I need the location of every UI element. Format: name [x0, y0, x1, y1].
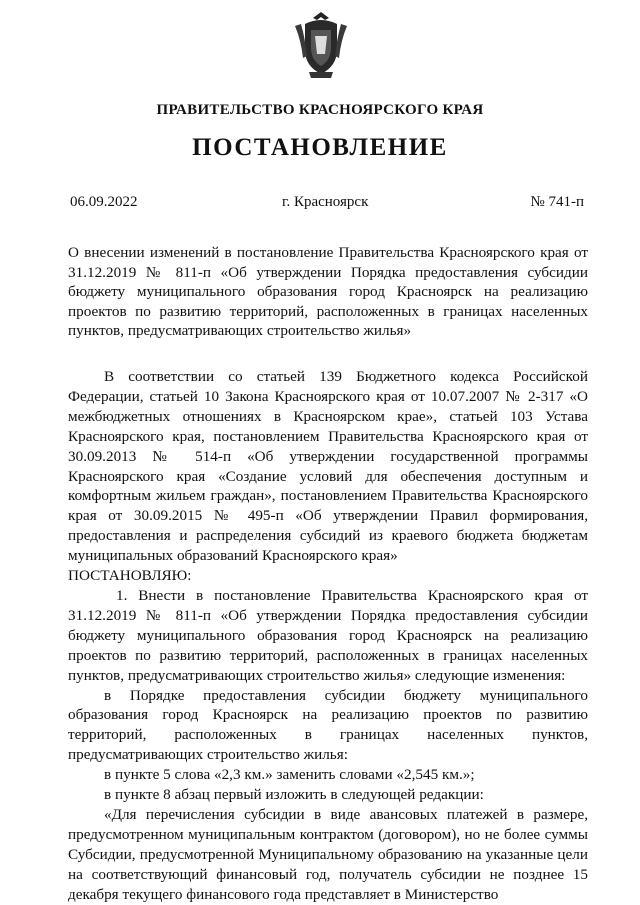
preamble-paragraph: В соответствии со статьей 139 Бюджетного кодекса Российской Федерации, статьей 10 Закона Красноярского края от 10.07.2007 № 2-317 «О межбюджетных отношениях в Красноярском крае», статьей 103 Устава Красноярского края, постановлением Правительства Красноярского края от 30.09.2013 № 514-п «Об утверждении государственной программы Красноярского края «Создание условий для обеспечения доступным и комфортным жильем граждан», постановлением Правительства Красноярского края от 30.09.2015 № 495-п «Об утверждении Правил формирования, предоставления и распределения субсидий из краевого бюджета бюджетам муниципальных образований Красноярского края» — [68, 368, 588, 565]
order-intro-paragraph: в Порядке предоставления субсидии бюджету муниципального образования город Красноярск на реализацию проектов по развитию территорий, расположенных в границах населенных пунктов, предусматривающих строительство жилья: — [68, 686, 588, 764]
document-date: 06.09.2022 — [70, 194, 138, 210]
document-city: г. Красноярск — [282, 194, 369, 210]
coat-of-arms-icon — [291, 10, 351, 80]
document-body — [68, 367, 588, 904]
point-8-paragraph: в пункте 8 абзац первый изложить в следующей редакции: — [104, 786, 484, 804]
document-title: О внесении изменений в постановление Правительства Красноярского края от 31.12.2019 № 811-п «Об утверждении Порядка предоставления субсидии бюджету муниципального образования город Красноярск на реализацию проектов по развитию территорий, расположенных в границах населенных пунктов, предусматривающих строительство жилья» — [68, 244, 588, 340]
quote-paragraph: «Для перечисления субсидии в виде авансовых платежей в размере, предусмотренном муниципальным контрактом (договором), но не более суммы Субсидии, предусмотренной Муниципальному образованию на указанные цели на соответствующий финансовый год, получатель субсидии не позднее 15 декабря текущего финансового года представляет в Министерство — [68, 805, 588, 903]
document-type: ПОСТАНОВЛЕНИЕ — [192, 134, 448, 161]
item-1-paragraph: 1. Внести в постановление Правительства Красноярского края от 31.12.2019 № 811-п «Об утверждении Порядка предоставления субсидии бюджету муниципального образования город Красноярск на реализацию проектов по развитию территорий, расположенных в границах населенных пунктов, предусматривающих строительство жилья» следующие изменения: — [68, 586, 588, 684]
point-5-paragraph: в пункте 5 слова «2,3 км.» заменить словами «2,545 км.»; — [104, 766, 475, 784]
document-number: № 741-п — [530, 194, 584, 210]
government-name: ПРАВИТЕЛЬСТВО КРАСНОЯРСКОГО КРАЯ — [156, 102, 484, 118]
resolve-heading: ПОСТАНОВЛЯЮ: — [68, 567, 192, 585]
